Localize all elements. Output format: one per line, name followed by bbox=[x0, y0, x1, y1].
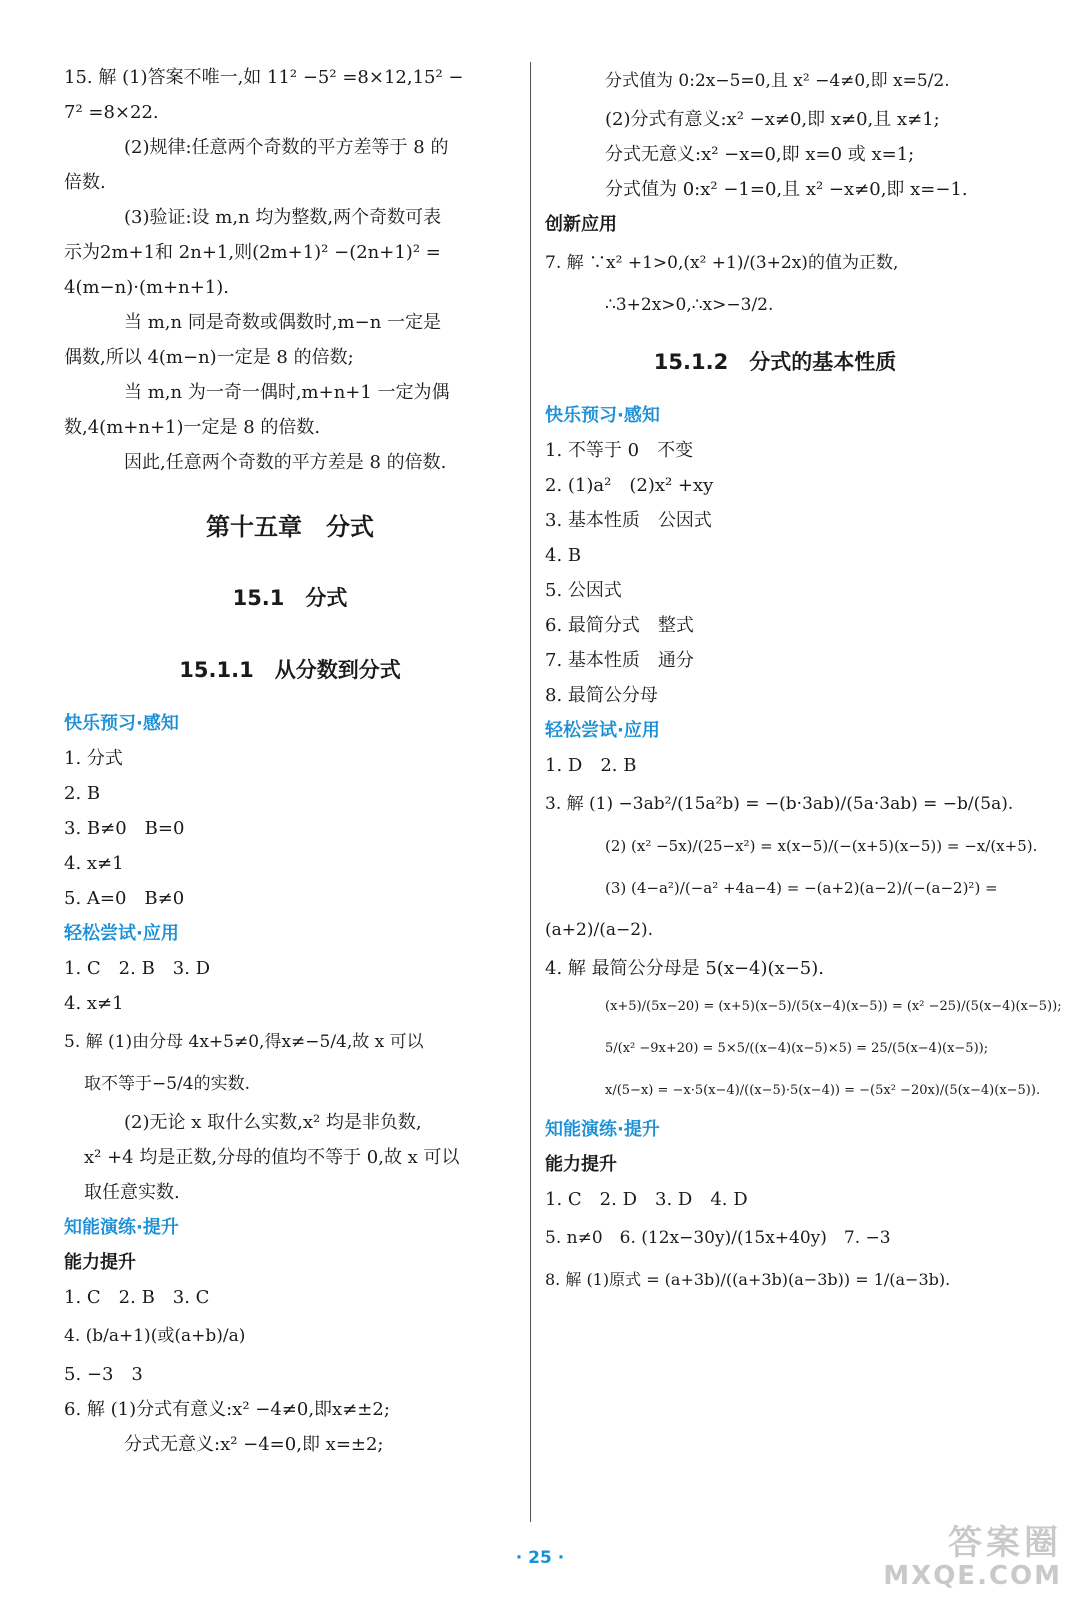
q7-line: ∴3+2x>0,∴x>−3/2. bbox=[605, 295, 774, 315]
ability-heading: 能力提升 bbox=[545, 1154, 617, 1175]
preview-heading: 快乐预习·感知 bbox=[545, 405, 660, 426]
answer-item: 2. B bbox=[64, 783, 101, 804]
answer-item: (2) (x² −5x)/(25−x²) = x(x−5)/(−(x+5)(x−5)) = −x/(x+5). bbox=[605, 837, 1038, 855]
watermark-logo bbox=[883, 1524, 1062, 1590]
answer-item: 4. x≠1 bbox=[64, 853, 124, 874]
answer-item: 1. C 2. D 3. D 4. D bbox=[545, 1189, 748, 1210]
q6-continued-line: 分式值为 0:2x−5=0,且 x² −4≠0,即 x=5/2. bbox=[605, 71, 950, 91]
subsection-title: 15.1.2 分式的基本性质 bbox=[653, 350, 897, 374]
answer-item: 4. B bbox=[545, 545, 582, 566]
answer-item: 5. 解 (1)由分母 4x+5≠0,得x≠−5/4,故 x 可以 bbox=[64, 1032, 424, 1052]
section-title: 15.1 分式 bbox=[232, 586, 348, 610]
watermark-url: MXQE.COM bbox=[883, 1561, 1062, 1591]
answer-item: 5. n≠0 6. (12x−30y)/(15x+40y) 7. −3 bbox=[545, 1228, 891, 1248]
answer-item: 7. 基本性质 通分 bbox=[545, 650, 694, 671]
answer-item: 1. 分式 bbox=[64, 748, 123, 769]
practice-heading: 知能演练·提升 bbox=[545, 1119, 660, 1140]
q6-continued-line: 分式无意义:x² −x=0,即 x=0 或 x=1; bbox=[605, 144, 915, 165]
answer-item: 4. (b/a+1)(或(a+b)/a) bbox=[64, 1326, 246, 1346]
answer-item: 4. x≠1 bbox=[64, 993, 124, 1014]
answer-item: 1. 不等于 0 不变 bbox=[545, 440, 694, 461]
q6-continued-line: 分式值为 0:x² −1=0,且 x² −x≠0,即 x=−1. bbox=[605, 179, 968, 200]
answer-item: (x+5)/(5x−20) = (x+5)(x−5)/(5(x−4)(x−5)) = (x² −25)/(5(x−4)(x−5)); bbox=[605, 999, 1062, 1014]
answer-item: 分式无意义:x² −4=0,即 x=±2; bbox=[124, 1434, 384, 1455]
answer-item: 5. A=0 B≠0 bbox=[64, 888, 185, 909]
answer-item: 3. 解 (1) −3ab²/(15a²b) = −(b·3ab)/(5a·3ab) = −b/(5a). bbox=[545, 794, 1014, 814]
subsection-title: 15.1.1 从分数到分式 bbox=[179, 658, 401, 682]
q15-line: 15. 解 (1)答案不唯一,如 11² −5² =8×12,15² − bbox=[64, 67, 464, 88]
page-number: · 25 · bbox=[515, 1548, 565, 1568]
q15-line: 示为2m+1和 2n+1,则(2m+1)² −(2n+1)² = bbox=[64, 242, 441, 263]
q6-continued-line: (2)分式有意义:x² −x≠0,即 x≠0,且 x≠1; bbox=[605, 109, 940, 130]
answer-item: 5/(x² −9x+20) = 5×5/((x−4)(x−5)×5) = 25/(5(x−4)(x−5)); bbox=[605, 1041, 989, 1056]
answer-item: 3. B≠0 B=0 bbox=[64, 818, 185, 839]
q15-line: 当 m,n 同是奇数或偶数时,m−n 一定是 bbox=[124, 312, 442, 333]
answer-item: (a+2)/(a−2). bbox=[545, 920, 654, 940]
answer-item: x² +4 均是正数,分母的值均不等于 0,故 x 可以 bbox=[84, 1147, 460, 1168]
q15-line: 倍数. bbox=[64, 172, 106, 193]
q15-line: (2)规律:任意两个奇数的平方差等于 8 的 bbox=[124, 137, 449, 158]
q15-line: 数,4(m+n+1)一定是 8 的倍数. bbox=[64, 417, 321, 438]
column-divider bbox=[530, 62, 531, 1522]
answer-item: 取不等于−5/4的实数. bbox=[84, 1074, 251, 1094]
answer-item: x/(5−x) = −x·5(x−4)/((x−5)·5(x−4)) = −(5x² −20x)/(5(x−4)(x−5)). bbox=[605, 1083, 1041, 1098]
answer-item: 6. 最简分式 整式 bbox=[545, 615, 694, 636]
q15-line: (3)验证:设 m,n 均为整数,两个奇数可表 bbox=[124, 207, 442, 228]
answer-item: 6. 解 (1)分式有意义:x² −4≠0,即x≠±2; bbox=[64, 1399, 390, 1420]
q15-line: 4(m−n)·(m+n+1). bbox=[64, 277, 230, 298]
answer-item: 5. 公因式 bbox=[545, 580, 622, 601]
preview-heading: 快乐预习·感知 bbox=[64, 713, 179, 734]
try-heading: 轻松尝试·应用 bbox=[545, 720, 660, 741]
left-column bbox=[64, 60, 516, 1462]
right-column bbox=[545, 60, 1062, 1301]
answer-item: 1. C 2. B 3. D bbox=[64, 958, 211, 979]
answer-item: (3) (4−a²)/(−a² +4a−4) = −(a+2)(a−2)/(−(a−2)²) = bbox=[605, 879, 998, 897]
answer-item: 2. (1)a² (2)x² +xy bbox=[545, 475, 714, 496]
q7-line: 7. 解 ∵x² +1>0,(x² +1)/(3+2x)的值为正数, bbox=[545, 253, 899, 273]
answer-item: 取任意实数. bbox=[84, 1182, 180, 1203]
answer-item: 8. 最简公分母 bbox=[545, 685, 658, 706]
chapter-title: 第十五章 分式 bbox=[206, 513, 374, 541]
q15-line: 偶数,所以 4(m−n)一定是 8 的倍数; bbox=[64, 347, 354, 368]
answer-item: (2)无论 x 取什么实数,x² 均是非负数, bbox=[124, 1112, 422, 1133]
innovation-heading: 创新应用 bbox=[545, 214, 617, 235]
answer-item: 8. 解 (1)原式 = (a+3b)/((a+3b)(a−3b)) = 1/(a−3b). bbox=[545, 1270, 951, 1289]
try-heading: 轻松尝试·应用 bbox=[64, 923, 179, 944]
q15-line: 当 m,n 为一奇一偶时,m+n+1 一定为偶 bbox=[124, 382, 450, 403]
answer-item: 1. D 2. B bbox=[545, 755, 637, 776]
answer-item: 5. −3 3 bbox=[64, 1364, 143, 1385]
watermark-text: 答案圈 bbox=[948, 1523, 1062, 1563]
q15-line: 7² =8×22. bbox=[64, 102, 159, 123]
answer-item: 4. 解 最简公分母是 5(x−4)(x−5). bbox=[545, 958, 824, 979]
ability-heading: 能力提升 bbox=[64, 1252, 136, 1273]
q15-line: 因此,任意两个奇数的平方差是 8 的倍数. bbox=[124, 452, 447, 473]
answer-item: 1. C 2. B 3. C bbox=[64, 1287, 210, 1308]
practice-heading: 知能演练·提升 bbox=[64, 1217, 179, 1238]
answer-item: 3. 基本性质 公因式 bbox=[545, 510, 712, 531]
